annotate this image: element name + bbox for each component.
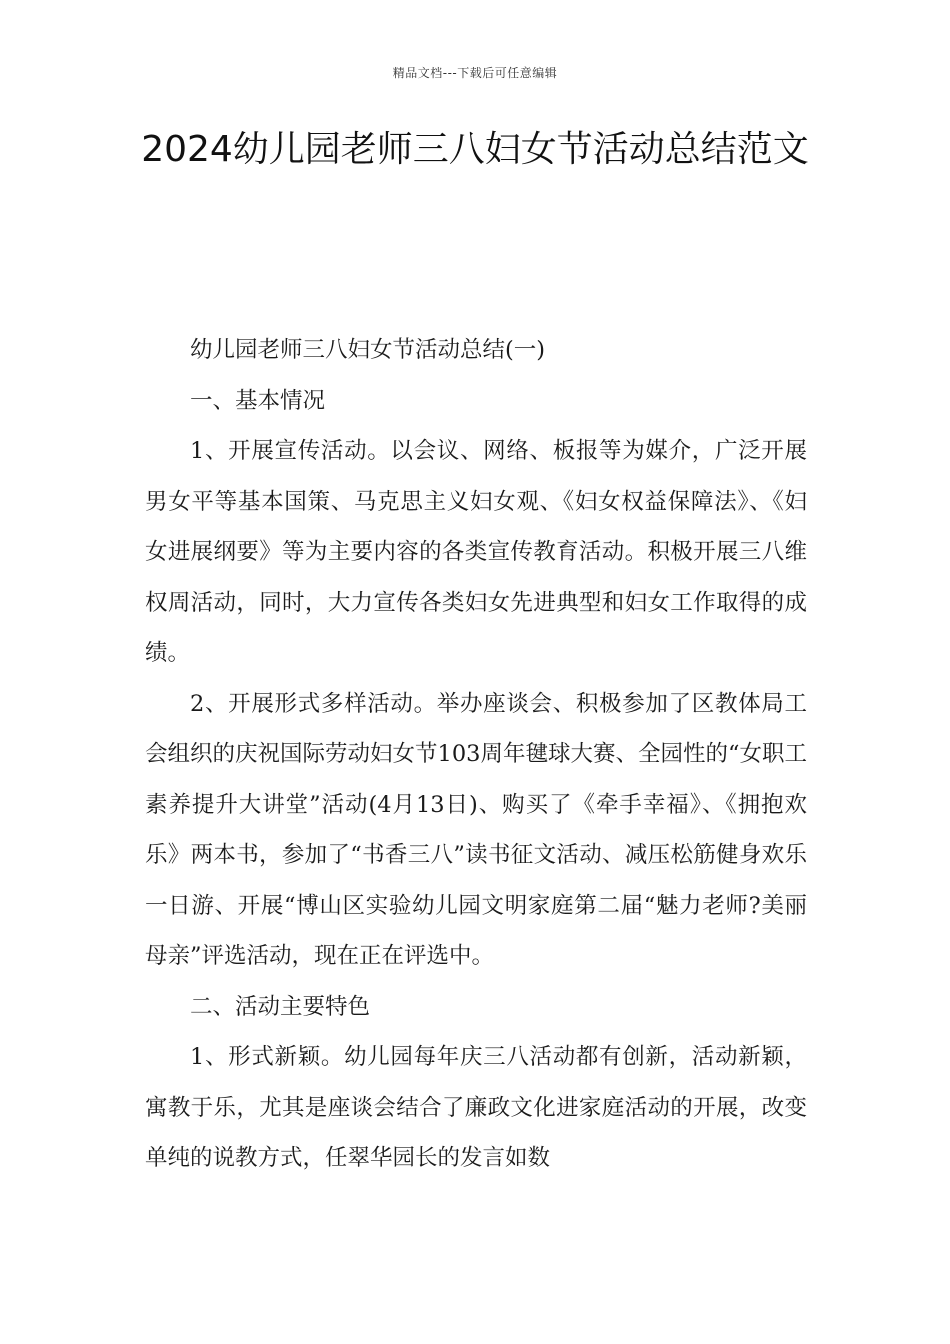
paragraph-publicity-activities: 1、开展宣传活动。以会议、网络、板报等为媒介，广泛开展男女平等基本国策、马克思主义妇女观、《妇女权益保障法》、《妇女进展纲要》等为主要内容的各类宣传教育活动。积极开展三八维权周活动，同时，大力宣传各类妇女先进典型和妇女工作取得的成绩。 xyxy=(145,438,807,666)
document-title: 2024幼儿园老师三八妇女节活动总结范文 xyxy=(141,129,809,170)
paragraph-features-heading: 二、活动主要特色 xyxy=(190,993,371,1020)
document-body xyxy=(145,325,807,1184)
paragraph-novel-forms: 1、形式新颖。幼儿园每年庆三八活动都有创新，活动新颖，寓教于乐，尤其是座谈会结合了廉政文化进家庭活动的开展，改变单纯的说教方式，任翠华园长的发言如数 xyxy=(145,1044,807,1171)
header-note: 精品文档---下载后可任意编辑 xyxy=(392,66,558,80)
paragraph-section-heading: 幼儿园老师三八妇女节活动总结(一) xyxy=(190,337,546,363)
paragraph-diverse-activities: 2、开展形式多样活动。举办座谈会、积极参加了区教体局工会组织的庆祝国际劳动妇女节103周年毽球大赛、全园性的“女职工素养提升大讲堂”活动(4月13日)、购买了《牵手幸福》、《拥抱欢乐》两本书，参加了“书香三八”读书征文活动、减压松筋健身欢乐一日游、开展“博山区实验幼儿园文明家庭第二届“魅力老师?美丽母亲”评选活动，现在正在评选中。 xyxy=(145,690,807,969)
paragraph-basic-situation-heading: 一、基本情况 xyxy=(190,387,326,414)
